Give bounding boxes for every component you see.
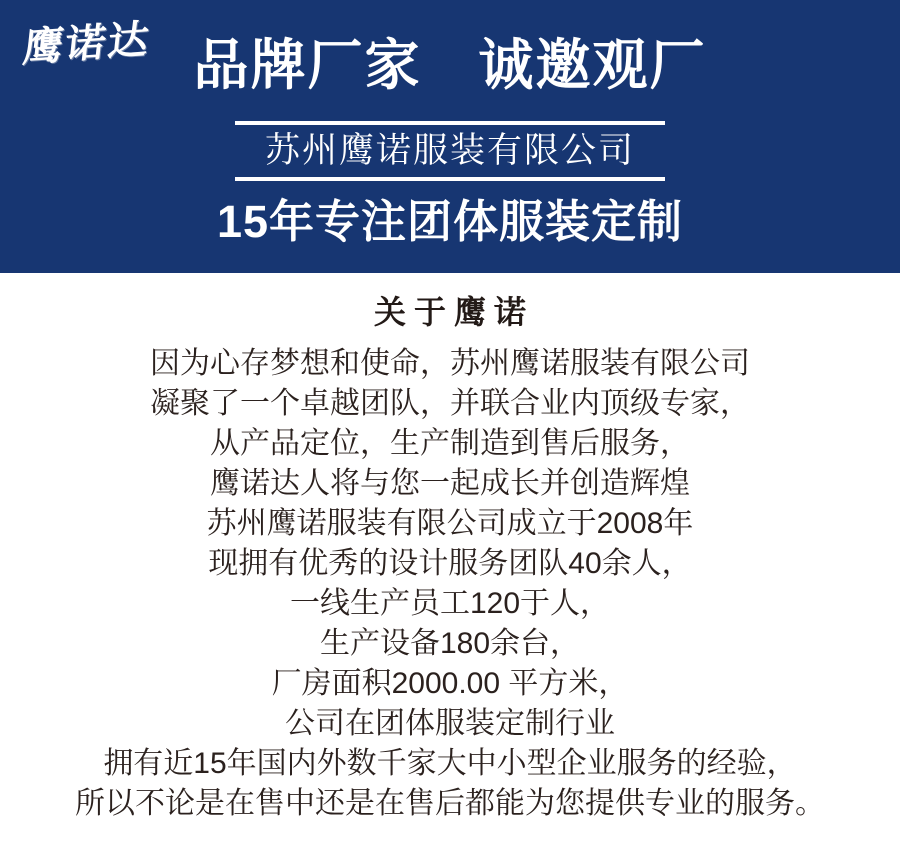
about-line: 现拥有优秀的设计服务团队40余人，	[208, 547, 692, 580]
about-line: 生产设备180余台，	[319, 627, 581, 660]
banner-subtitle: 15年专注团体服装定制	[216, 196, 684, 247]
about-line: 因为心存梦想和使命，苏州鹰诺服装有限公司	[150, 347, 750, 380]
about-body	[0, 344, 900, 824]
banner-title: 品牌厂家 诚邀观厂	[193, 34, 707, 96]
about-line: 所以不论是在售中还是在售后都能为您提供专业的服务。	[75, 787, 825, 820]
about-line: 拥有近15年国内外数千家大中小型企业服务的经验，	[103, 747, 797, 780]
about-line: 鹰诺达人将与您一起成长并创造辉煌	[210, 467, 690, 500]
header-banner	[0, 0, 900, 273]
about-line: 厂房面积2000.00 平方米，	[271, 667, 629, 700]
divider-line-bottom	[235, 177, 665, 181]
company-name: 苏州鹰诺服装有限公司	[264, 131, 635, 170]
about-line: 从产品定位，生产制造到售后服务，	[210, 427, 690, 460]
about-heading: 关于鹰诺	[373, 294, 534, 330]
about-line: 苏州鹰诺服装有限公司成立于2008年	[206, 507, 694, 540]
about-line: 凝聚了一个卓越团队，并联合业内顶级专家，	[150, 387, 750, 420]
about-section	[0, 293, 900, 824]
brand-logo: 鹰诺达	[20, 17, 153, 71]
about-line: 一线生产员工120于人，	[289, 587, 611, 620]
about-line: 公司在团体服装定制行业	[285, 707, 615, 740]
